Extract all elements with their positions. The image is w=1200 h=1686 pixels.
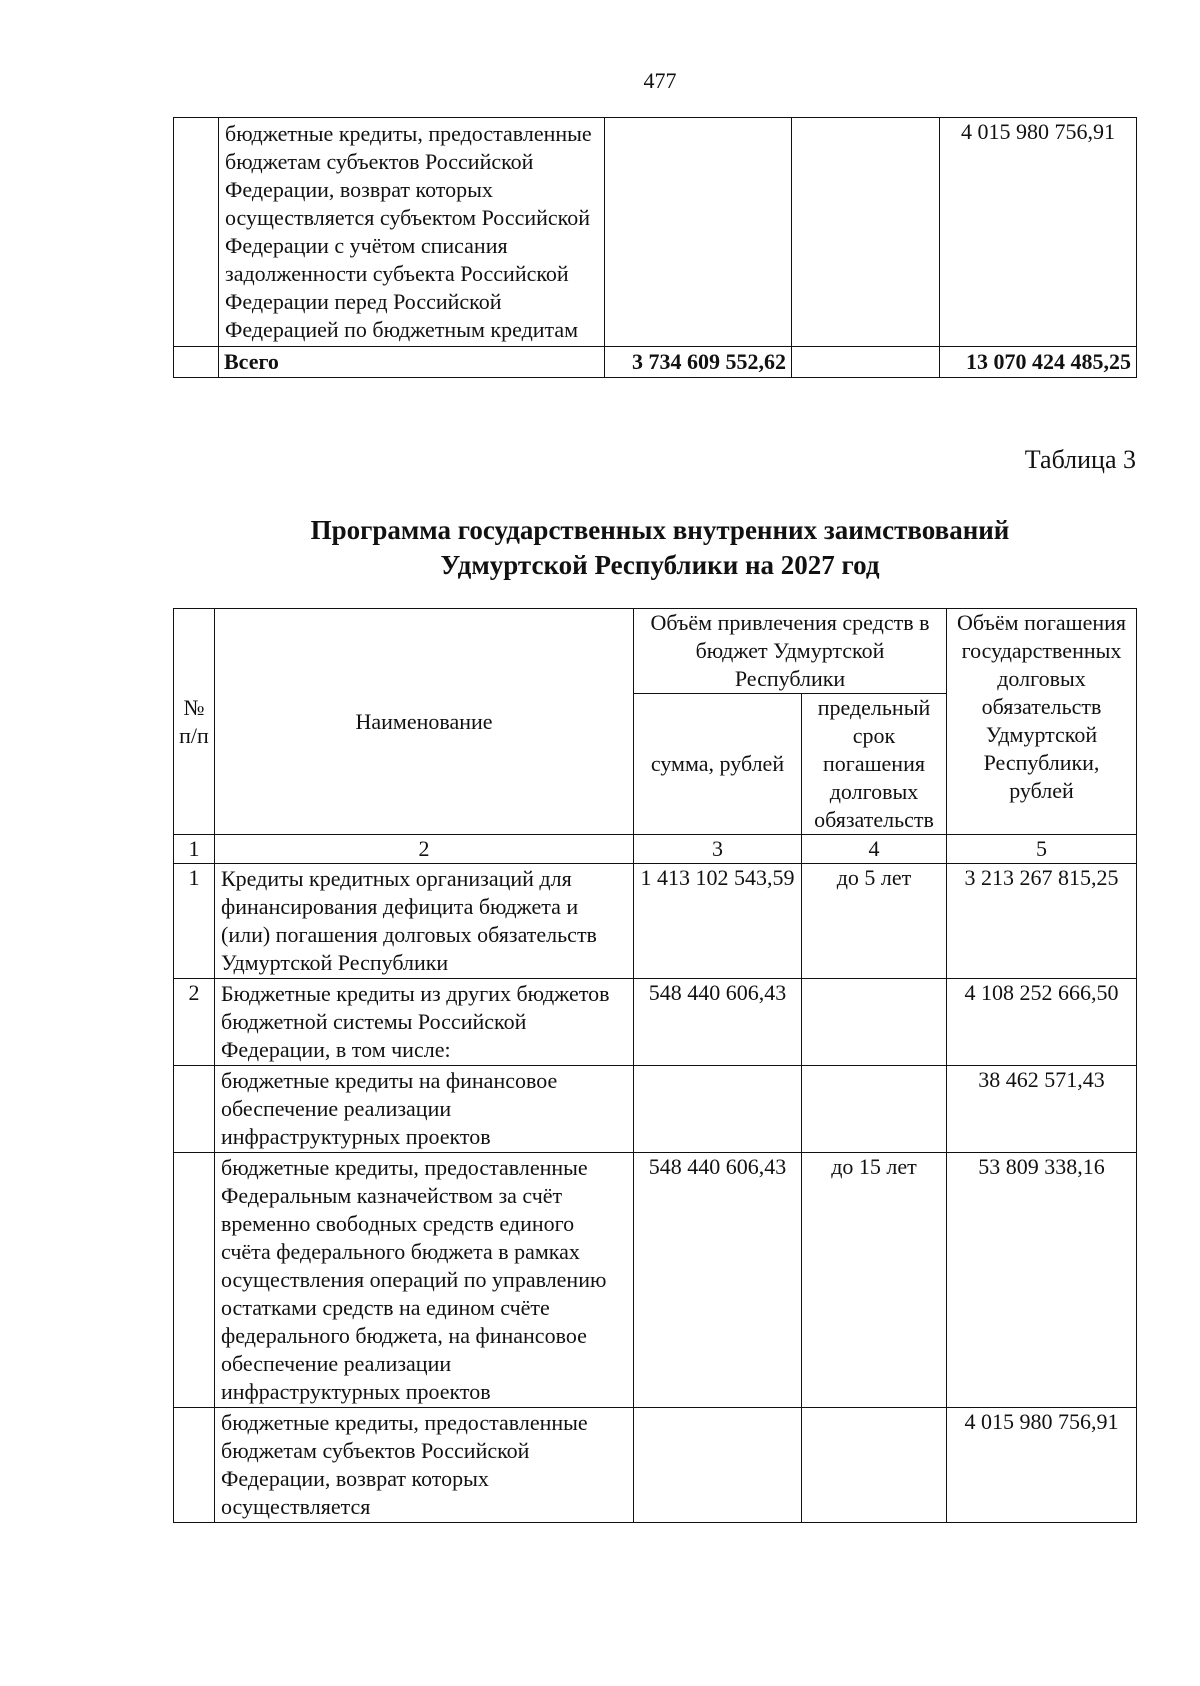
table-label: Таблица 3 [1024, 445, 1136, 474]
borrowing-table [173, 608, 1137, 1523]
header-name: Наименование [215, 609, 634, 835]
row-number-cell [174, 118, 219, 347]
repay-cell: 38 462 571,43 [947, 1066, 1137, 1153]
column-number-row [174, 835, 1137, 864]
repay-cell: 4 108 252 666,50 [947, 979, 1137, 1066]
row-number-cell [174, 347, 219, 378]
total-label: Всего [219, 347, 605, 378]
table-row [174, 118, 1137, 347]
column-number: 3 [634, 835, 802, 864]
row-name-cell: бюджетные кредиты, предоставленные Федеральным казначейством за счёт временно свободных средств единого счёта федерального бюджета в рамках осуществления операций по управлению остатками средств на едином счёте федерального бюджета, на финансовое обеспечение реализации инфраструктурных проектов [215, 1153, 634, 1408]
page-number: 477 [643, 68, 677, 93]
row-number-cell [174, 1153, 215, 1408]
row-number-cell [174, 1066, 215, 1153]
row-number-cell: 1 [174, 864, 215, 979]
title-line: Удмуртской Республики на 2027 год [440, 550, 880, 580]
term-cell [802, 1408, 947, 1523]
sum-cell [605, 118, 792, 347]
row-name-cell: бюджетные кредиты на финансовое обеспечение реализации инфраструктурных проектов [215, 1066, 634, 1153]
repay-cell: 3 213 267 815,25 [947, 864, 1137, 979]
repay-cell: 4 015 980 756,91 [940, 118, 1137, 347]
term-cell [802, 979, 947, 1066]
table-row [174, 1066, 1137, 1153]
header-attract-group: Объём привлечения средств в бюджет Удмуртской Республики [634, 609, 947, 694]
total-sum-cell: 3 734 609 552,62 [605, 347, 792, 378]
column-number: 1 [174, 835, 215, 864]
table-row [174, 1153, 1137, 1408]
term-cell [802, 1066, 947, 1153]
total-row [174, 347, 1137, 378]
table-row [174, 979, 1137, 1066]
column-number: 2 [215, 835, 634, 864]
page-title [0, 513, 1200, 583]
header-repay: Объём погашения государственных долговых обязательств Удмуртской Республики, рублей [947, 609, 1137, 835]
row-number-cell [174, 1408, 215, 1523]
total-repay-cell: 13 070 424 485,25 [940, 347, 1137, 378]
term-cell: до 5 лет [802, 864, 947, 979]
sum-cell: 548 440 606,43 [634, 1153, 802, 1408]
header-term: предельный срок погашения долговых обязательств [802, 694, 947, 835]
row-name-cell: Кредиты кредитных организаций для финансирования дефицита бюджета и (или) погашения долговых обязательств Удмуртской Республики [215, 864, 634, 979]
row-name-cell: Бюджетные кредиты из других бюджетов бюджетной системы Российской Федерации, в том числе: [215, 979, 634, 1066]
repay-cell: 53 809 338,16 [947, 1153, 1137, 1408]
sum-cell: 548 440 606,43 [634, 979, 802, 1066]
term-cell [792, 347, 940, 378]
continued-table [173, 117, 1137, 378]
repay-cell: 4 015 980 756,91 [947, 1408, 1137, 1523]
header-number: № п/п [174, 609, 215, 835]
sum-cell [634, 1066, 802, 1153]
header-sum: сумма, рублей [634, 694, 802, 835]
sum-cell [634, 1408, 802, 1523]
row-number-cell: 2 [174, 979, 215, 1066]
table-row [174, 1408, 1137, 1523]
term-cell [792, 118, 940, 347]
term-cell: до 15 лет [802, 1153, 947, 1408]
sum-cell: 1 413 102 543,59 [634, 864, 802, 979]
title-line: Программа государственных внутренних заимствований [310, 515, 1010, 545]
table-row [174, 864, 1137, 979]
row-name-cell: бюджетные кредиты, предоставленные бюджетам субъектов Российской Федерации, возврат которых осуществляется [215, 1408, 634, 1523]
header-row [174, 609, 1137, 694]
column-number: 4 [802, 835, 947, 864]
column-number: 5 [947, 835, 1137, 864]
row-name-cell: бюджетные кредиты, предоставленные бюджетам субъектов Российской Федерации, возврат которых осуществляется субъектом Российской Федерации с учётом списания задолженности субъекта Российской Федерации перед Российской Федерацией по бюджетным кредитам [219, 118, 605, 347]
